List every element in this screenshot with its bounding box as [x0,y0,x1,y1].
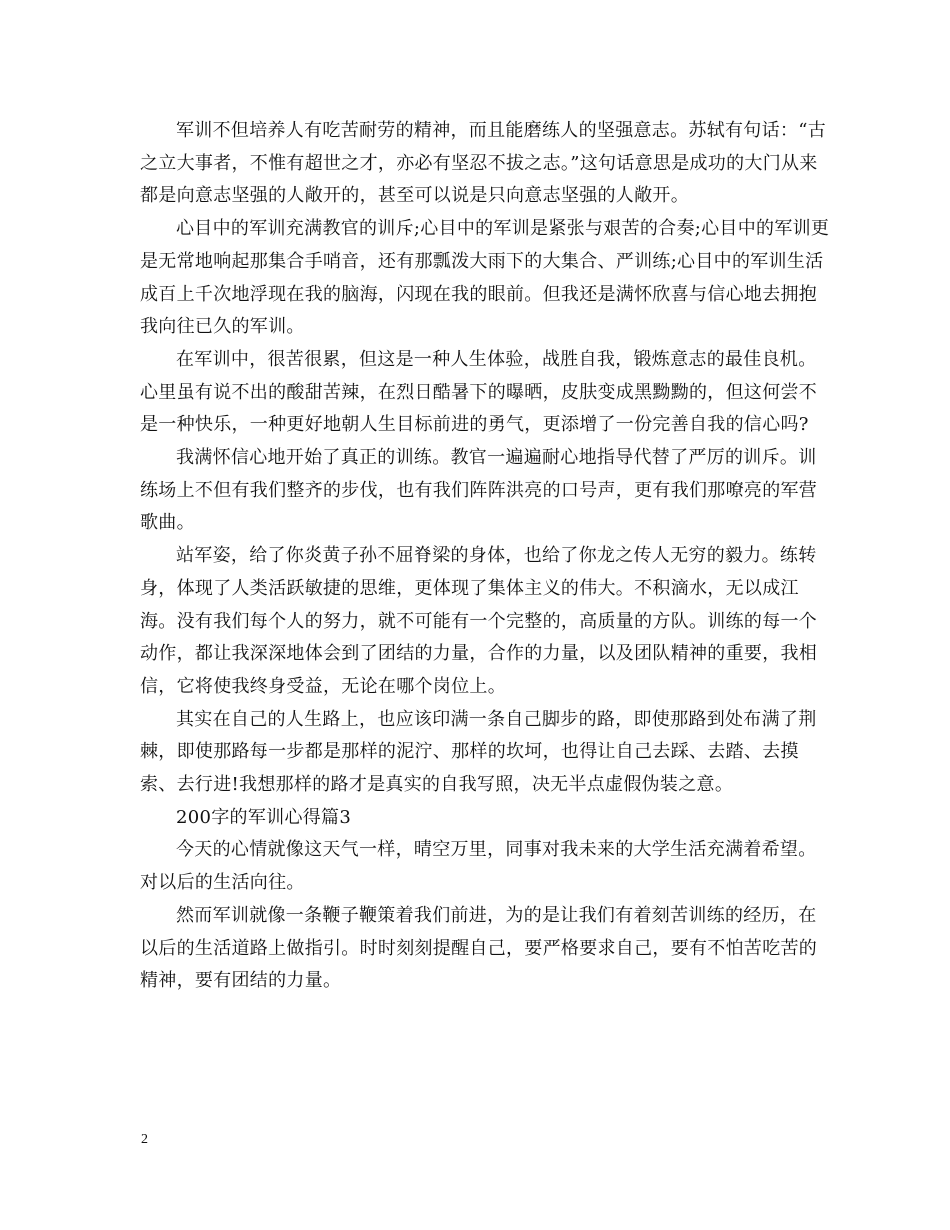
paragraph-1: 军训不但培养人有吃苦耐劳的精神，而且能磨练人的坚强意志。苏轼有句话：“古之立大事者，不惟有超世之才，亦必有坚忍不拔之志。”这句话意思是成功的大门从来都是向意志坚强的人敞开的，甚至可以说是只向意志坚强的人敞开。 [140,120,826,207]
paragraph-3: 在军训中，很苦很累，但这是一种人生体验，战胜自我，锻炼意志的最佳良机。心里虽有说不出的酸甜苦辣，在烈日酷暑下的曝晒，皮肤变成黑黝黝的，但这何尝不是一种快乐，一种更好地朝人生目标前进的勇气，更添增了一份完善自我的信心吗? [140,348,818,436]
paragraph-5: 站军姿，给了你炎黄子孙不屈脊梁的身体，也给了你龙之传人无穷的毅力。练转身，体现了人类活跃敏捷的思维，更体现了集体主义的伟大。不积滴水，无以成江海。没有我们每个人的努力，就不可能有一个完整的，高质量的方队。训练的每一个动作，都让我深深地体会到了团结的力量，合作的力量，以及团队精神的重要，我相信，它将使我终身受益，无论在哪个岗位上。 [140,545,818,697]
paragraph-4: 我满怀信心地开始了真正的训练。教官一遍遍耐心地指导代替了严厉的训斥。训练场上不但有我们整齐的步伐，也有我们阵阵洪亮的口号声，更有我们那嘹亮的军营歌曲。 [140,447,818,534]
document-body [140,115,830,998]
paragraph-7: 今天的心情就像这天气一样，晴空万里，同事对我未来的大学生活充满着希望。对以后的生活向往。 [140,839,817,894]
page-number: 2 [141,1132,148,1147]
paragraph-2: 心目中的军训充满教官的训斥;心目中的军训是紧张与艰苦的合奏;心目中的军训更是无常地响起那集合手哨音，还有那瓢泼大雨下的大集合、严训练;心目中的军训生活成百上千次地浮现在我的脑海，闪现在我的眼前。但我还是满怀欣喜与信心地去拥抱我向往已久的军训。 [140,218,830,338]
section-heading: 200字的军训心得篇3 [176,806,352,828]
paragraph-8: 然而军训就像一条鞭子鞭策着我们前进，为的是让我们有着刻苦训练的经历，在以后的生活道路上做指引。时时刻刻提醒自己，要严格要求自己，要有不怕苦吃苦的精神，要有团结的力量。 [140,904,818,992]
paragraph-6: 其实在自己的人生路上，也应该印满一条自己脚步的路，即使那路到处布满了荆棘，即使那路每一步都是那样的泥泞、那样的坎坷，也得让自己去踩、去踏、去摸索、去行进!我想那样的路才是真实的自我写照，决无半点虚假伪装之意。 [140,708,817,796]
